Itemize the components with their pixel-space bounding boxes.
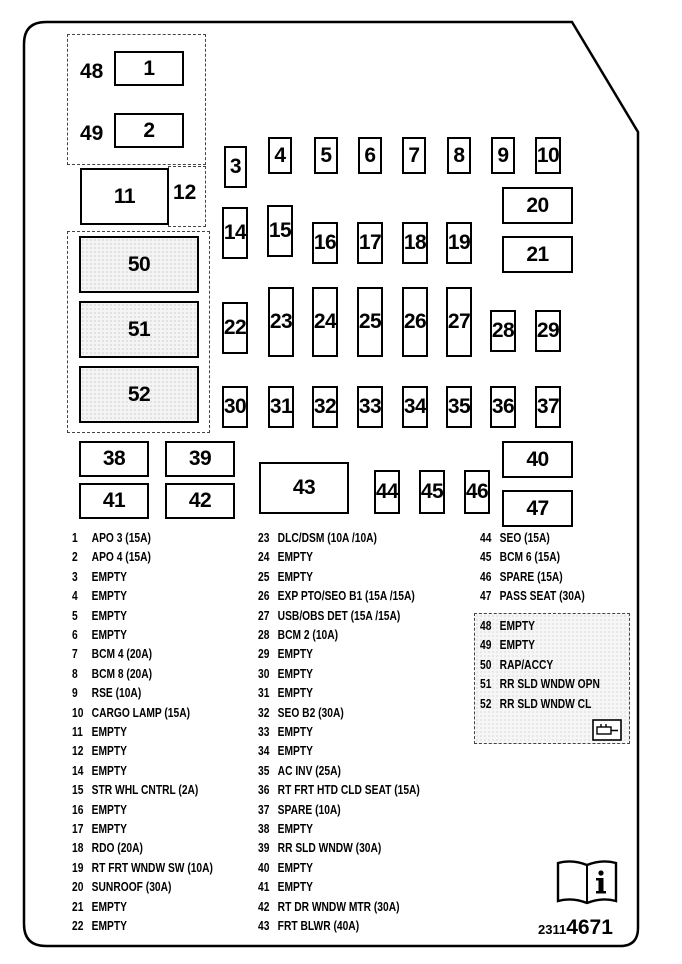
legend-entry-description: EMPTY: [91, 919, 127, 933]
fuse-slot-12: 12: [173, 181, 197, 204]
legend-entry-number: 50: [480, 657, 492, 672]
fuse-slot-39: 39: [165, 441, 235, 477]
legend-entry-number: 38: [258, 822, 270, 836]
fuse-slot-1: 1: [114, 51, 184, 86]
legend-entry-number: 8: [72, 666, 78, 681]
legend-entry-number: 40: [258, 860, 270, 875]
fuse-slot-20: 20: [502, 187, 573, 224]
legend-entry-number: 28: [258, 628, 270, 642]
legend-entry-6: [72, 629, 127, 642]
legend-entry-number: 17: [72, 822, 84, 836]
fuse-slot-18: 18: [402, 222, 428, 264]
legend-entry-number: 43: [258, 919, 270, 933]
legend-entry-number: 47: [480, 589, 492, 604]
legend-entry-description: SEO (15A): [499, 531, 550, 545]
legend-entry-description: BCM 4 (20A): [91, 647, 153, 662]
fuse-slot-45: 45: [419, 470, 445, 514]
fuse-slot-23: 23: [268, 287, 294, 357]
legend-entry-1: [72, 532, 151, 545]
legend-entry-number: 3: [72, 569, 78, 584]
legend-entry-number: 30: [258, 666, 270, 681]
legend-entry-description: EMPTY: [499, 619, 535, 633]
legend-entry-number: 5: [72, 608, 78, 623]
fuse-slot-16: 16: [312, 222, 338, 264]
fuse-slot-4: 4: [268, 137, 292, 174]
legend-entry-number: 4: [72, 589, 78, 604]
legend-entry-description: EMPTY: [91, 822, 127, 836]
legend-entry-19: [72, 862, 213, 875]
legend-entry-number: 45: [480, 550, 492, 565]
legend-entry-number: 39: [258, 841, 270, 856]
legend-entry-35: [258, 765, 341, 778]
legend-entry-31: [258, 687, 313, 700]
legend-entry-description: EXP PTO/SEO B1 (15A /15A): [277, 589, 415, 604]
legend-entry-18: [72, 842, 143, 855]
legend-entry-description: EMPTY: [91, 569, 127, 584]
legend-entry-number: 34: [258, 744, 270, 759]
document-code-suffix: 4671: [566, 916, 613, 939]
fuse-slot-41: 41: [79, 483, 149, 519]
fuse-slot-9: 9: [491, 137, 515, 174]
legend-entry-25: [258, 571, 313, 584]
legend-entry-description: AC INV (25A): [277, 763, 341, 778]
legend-entry-37: [258, 804, 341, 817]
legend-entry-number: 42: [258, 899, 270, 914]
fuse-slot-28: 28: [490, 310, 516, 352]
legend-entry-description: RR SLD WNDW OPN: [499, 677, 600, 692]
fuse-slot-40: 40: [502, 441, 573, 478]
fuse-slot-48: 48: [80, 60, 104, 83]
legend-entry-number: 10: [72, 705, 84, 720]
legend-entry-3: [72, 571, 127, 584]
legend-entry-number: 32: [258, 705, 270, 720]
legend-entry-description: RT FRT WNDW SW (10A): [91, 860, 213, 875]
legend-entry-2: [72, 551, 151, 564]
legend-entry-number: 46: [480, 569, 492, 584]
legend-entry-description: EMPTY: [91, 725, 127, 739]
fuse-slot-19: 19: [446, 222, 472, 264]
fuse-slot-42: 42: [165, 483, 235, 519]
legend-entry-24: [258, 551, 313, 564]
legend-entry-42: [258, 901, 400, 914]
legend-entry-number: 25: [258, 569, 270, 584]
legend-entry-43: [258, 920, 359, 933]
fuse-slot-44: 44: [374, 470, 400, 514]
legend-entry-33: [258, 726, 313, 739]
legend-entry-45: [480, 551, 560, 564]
legend-entry-52: [480, 698, 591, 711]
legend-entry-34: [258, 745, 313, 758]
legend-entry-29: [258, 648, 313, 661]
fuse-slot-46: 46: [464, 470, 490, 514]
legend-entry-description: RDO (20A): [91, 841, 143, 856]
legend-entry-number: 20: [72, 880, 84, 895]
legend-entry-number: 27: [258, 608, 270, 623]
legend-entry-number: 31: [258, 686, 270, 701]
legend-entry-36: [258, 784, 420, 797]
fuse-slot-21: 21: [502, 236, 573, 273]
fuse-slot-52: 52: [79, 366, 199, 423]
legend-entry-description: STR WHL CNTRL (2A): [91, 783, 199, 798]
fuse-slot-15: 15: [267, 205, 293, 257]
legend-entry-number: 12: [72, 744, 84, 759]
legend-entry-description: RR SLD WNDW CL: [499, 696, 592, 711]
legend-entry-description: EMPTY: [277, 666, 313, 681]
legend-entry-number: 9: [72, 686, 78, 701]
legend-entry-description: BCM 6 (15A): [499, 550, 561, 565]
legend-entry-description: APO 3 (15A): [91, 531, 151, 545]
legend-entry-description: SUNROOF (30A): [91, 880, 172, 895]
legend-entry-20: [72, 881, 171, 894]
legend-entry-51: [480, 678, 600, 691]
legend-entry-description: FRT BLWR (40A): [277, 919, 360, 933]
legend-entry-description: BCM 2 (10A): [277, 628, 339, 642]
legend-entry-22: [72, 920, 127, 933]
legend-entry-description: EMPTY: [91, 589, 127, 604]
legend-entry-description: EMPTY: [277, 822, 313, 836]
legend-entry-description: SPARE (10A): [277, 802, 341, 817]
legend-entry-11: [72, 726, 127, 739]
legend-entry-number: 11: [72, 725, 83, 739]
fuse-slot-14: 14: [222, 207, 248, 259]
legend-entry-number: 44: [480, 531, 492, 545]
fuse-slot-3: 3: [224, 146, 247, 188]
fuse-slot-29: 29: [535, 310, 561, 352]
fuse-slot-33: 33: [357, 386, 383, 428]
fuse-slot-8: 8: [447, 137, 471, 174]
legend-entry-number: 22: [72, 919, 84, 933]
legend-entry-10: [72, 707, 190, 720]
legend-entry-number: 41: [258, 880, 270, 895]
legend-entry-39: [258, 842, 381, 855]
legend-entry-description: EMPTY: [277, 647, 313, 662]
legend-entry-number: 37: [258, 802, 270, 817]
legend-entry-44: [480, 532, 550, 545]
legend-entry-38: [258, 823, 313, 836]
legend-entry-number: 1: [72, 531, 78, 545]
fuse-slot-24: 24: [312, 287, 338, 357]
legend-entry-description: EMPTY: [91, 899, 127, 914]
legend-entry-number: 16: [72, 802, 84, 817]
legend-entry-description: DLC/DSM (10A /10A): [277, 531, 377, 545]
legend-entry-description: EMPTY: [499, 638, 535, 653]
legend-entry-number: 51: [480, 677, 492, 692]
legend-entry-12: [72, 745, 127, 758]
legend-entry-description: EMPTY: [91, 744, 127, 759]
legend-entry-description: SEO B2 (30A): [277, 705, 344, 720]
legend-entry-description: EMPTY: [91, 628, 127, 642]
legend-entry-number: 29: [258, 647, 270, 662]
legend-entry-30: [258, 668, 313, 681]
legend-entry-description: PASS SEAT (30A): [499, 589, 585, 604]
legend-entry-number: 15: [72, 783, 84, 798]
fuse-slot-6: 6: [358, 137, 382, 174]
legend-entry-number: 2: [72, 550, 78, 565]
fuse-slot-34: 34: [402, 386, 428, 428]
legend-entry-47: [480, 590, 585, 603]
legend-entry-description: EMPTY: [277, 744, 313, 759]
legend-entry-7: [72, 648, 152, 661]
fuse-slot-11: 11: [80, 168, 169, 225]
legend-entry-description: EMPTY: [277, 686, 313, 701]
legend-entry-number: 18: [72, 841, 84, 856]
legend-entry-description: EMPTY: [277, 550, 313, 565]
legend-entry-description: EMPTY: [277, 880, 313, 895]
fuse-slot-27: 27: [446, 287, 472, 357]
legend-entry-description: RSE (10A): [91, 686, 142, 701]
legend-entry-description: RT FRT HTD CLD SEAT (15A): [277, 783, 420, 798]
legend-entry-number: 36: [258, 783, 270, 798]
document-code-prefix: 2311: [538, 922, 567, 937]
fuse-slot-25: 25: [357, 287, 383, 357]
legend-entry-description: RT DR WNDW MTR (30A): [277, 899, 400, 914]
legend-entry-description: EMPTY: [277, 860, 313, 875]
legend-entry-14: [72, 765, 127, 778]
legend-entry-description: EMPTY: [277, 725, 313, 739]
fuse-slot-47: 47: [502, 490, 573, 527]
legend-entry-number: 19: [72, 860, 84, 875]
legend-entry-49: [480, 639, 535, 652]
fuse-slot-49: 49: [80, 122, 104, 145]
legend-entry-9: [72, 687, 141, 700]
legend-entry-description: SPARE (15A): [499, 569, 563, 584]
legend-entry-number: 7: [72, 647, 78, 662]
legend-entry-description: APO 4 (15A): [91, 550, 151, 565]
fuse-slot-5: 5: [314, 137, 338, 174]
fuse-slot-10: 10: [535, 137, 561, 174]
legend-entry-16: [72, 804, 127, 817]
legend-entry-4: [72, 590, 127, 603]
legend-entry-number: 33: [258, 725, 270, 739]
legend-entry-description: EMPTY: [277, 569, 313, 584]
legend-entry-number: 52: [480, 696, 492, 711]
legend-entry-50: [480, 659, 553, 672]
legend-entry-21: [72, 901, 127, 914]
legend-entry-5: [72, 610, 127, 623]
legend-entry-41: [258, 881, 313, 894]
fuse-slot-38: 38: [79, 441, 149, 477]
legend-entry-number: 21: [72, 899, 84, 914]
fuse-slot-31: 31: [268, 386, 294, 428]
fuse-slot-32: 32: [312, 386, 338, 428]
legend-entry-15: [72, 784, 198, 797]
fuse-slot-2: 2: [114, 113, 184, 148]
fuse-slot-50: 50: [79, 236, 199, 293]
legend-entry-number: 23: [258, 531, 270, 545]
legend-entry-40: [258, 862, 313, 875]
legend-entry-8: [72, 668, 152, 681]
legend-entry-26: [258, 590, 415, 603]
legend-entry-description: USB/OBS DET (15A /15A): [277, 608, 401, 623]
owner-manual-info-icon: [555, 857, 619, 905]
legend-entry-description: EMPTY: [91, 608, 127, 623]
fuse-slot-37: 37: [535, 386, 561, 428]
legend-entry-number: 14: [72, 763, 84, 778]
legend-entry-number: 35: [258, 763, 270, 778]
fuse-slot-51: 51: [79, 301, 199, 358]
legend-entry-number: 48: [480, 619, 492, 633]
legend-entry-description: CARGO LAMP (15A): [91, 705, 191, 720]
legend-entry-48: [480, 620, 535, 633]
fuse-slot-17: 17: [357, 222, 383, 264]
legend-entry-46: [480, 571, 563, 584]
legend-entry-23: [258, 532, 377, 545]
legend-entry-27: [258, 610, 400, 623]
legend-entry-description: BCM 8 (20A): [91, 666, 153, 681]
legend-entry-number: 26: [258, 589, 270, 604]
fuse-slot-35: 35: [446, 386, 472, 428]
fuse-slot-36: 36: [490, 386, 516, 428]
fuse-slot-30: 30: [222, 386, 248, 428]
fuse-slot-43: 43: [259, 462, 349, 514]
legend-entry-number: 6: [72, 628, 78, 642]
legend-entry-number: 24: [258, 550, 270, 565]
fuse-slot-7: 7: [402, 137, 426, 174]
legend-entry-17: [72, 823, 127, 836]
legend-entry-description: RAP/ACCY: [499, 657, 554, 672]
legend-entry-description: EMPTY: [91, 763, 127, 778]
document-code: [538, 916, 613, 940]
legend-entry-description: EMPTY: [91, 802, 127, 817]
legend-entry-description: RR SLD WNDW (30A): [277, 841, 382, 856]
fuse-slot-22: 22: [222, 302, 248, 354]
legend-entry-number: 49: [480, 638, 492, 653]
legend-entry-28: [258, 629, 338, 642]
fuse-slot-26: 26: [402, 287, 428, 357]
legend-entry-32: [258, 707, 344, 720]
fuse-puller-icon: [592, 719, 622, 741]
